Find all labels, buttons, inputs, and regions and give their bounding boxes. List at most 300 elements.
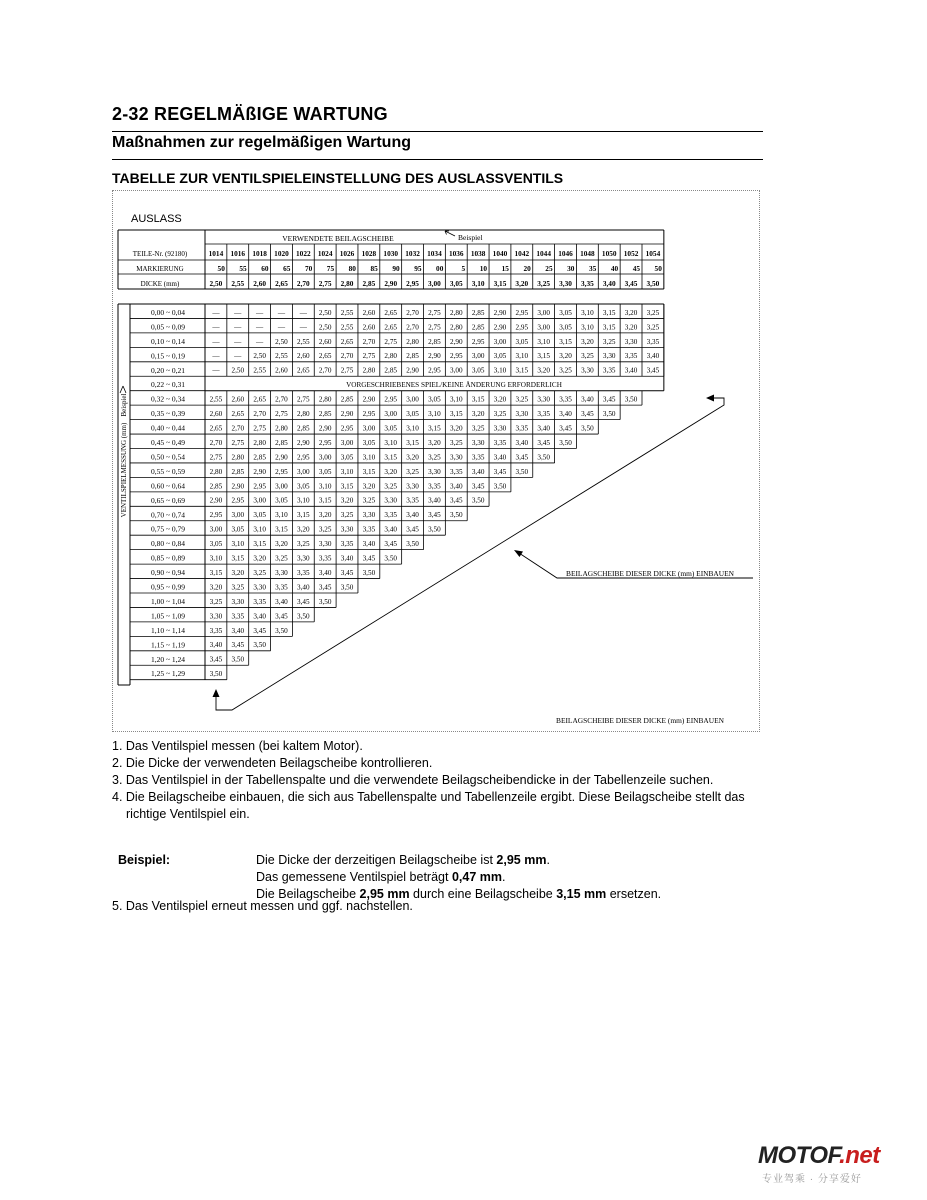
shim-cell: 3,45 [428, 511, 441, 520]
shim-cell: 2,95 [275, 467, 288, 476]
shim-cell: 3,05 [231, 525, 245, 534]
clearance-cell: 1,20 ~ 1,24 [150, 654, 186, 664]
section-heading: TABELLE ZUR VENTILSPIELEINSTELLUNG DES AUSLASSVENTILS [112, 170, 564, 186]
shim-cell: 2,60 [275, 366, 288, 375]
shim-cell: 3,30 [340, 525, 354, 534]
page-title: 2-32 REGELMÄßIGE WARTUNG [112, 104, 388, 124]
shim-cell: 3,25 [209, 597, 223, 606]
shim-cell: 3,40 [515, 438, 529, 447]
shim-cell: 2,60 [362, 308, 376, 317]
clearance-cell: 0,35 ~ 0,39 [150, 409, 186, 419]
shim-cell: 3,30 [624, 337, 638, 346]
shim-cell: 2,55 [209, 395, 223, 404]
shim-cell: 2,50 [275, 337, 288, 346]
shim-cell: 2,90 [406, 366, 419, 375]
shim-cell: 2,70 [362, 337, 376, 346]
shim-cell: — [256, 308, 264, 317]
shim-cell: 3,15 [428, 424, 441, 433]
shim-cell: 3,20 [362, 482, 376, 491]
shim-cell: 2,80 [231, 453, 245, 462]
shim-cell: 2,95 [297, 453, 310, 462]
shim-cell: 3,15 [602, 323, 616, 332]
thickness-cell: 2,50 [209, 279, 223, 288]
shim-cell: 3,40 [581, 395, 594, 404]
shim-cell: 2,85 [297, 424, 310, 433]
shim-cell: 3,50 [581, 424, 594, 433]
shim-cell: 3,40 [406, 511, 419, 520]
shim-cell: 2,55 [340, 323, 354, 332]
part-number-cell: 1046 [558, 249, 573, 258]
thickness-cell: 2,95 [406, 279, 419, 288]
shim-cell: 2,65 [231, 410, 245, 418]
shim-cell: 2,50 [318, 308, 332, 317]
shim-cell: 3,50 [559, 438, 572, 447]
shim-cell: 3,05 [209, 540, 223, 549]
shim-cell: 2,75 [297, 395, 310, 404]
shim-cell: 3,45 [406, 525, 419, 534]
shim-cell: 3,05 [559, 308, 572, 317]
shim-cell: 3,05 [340, 453, 354, 462]
shim-cell: 3,45 [537, 438, 550, 447]
thickness-cell: 2,85 [362, 279, 376, 288]
shim-cell: 3,25 [297, 540, 310, 549]
shim-cell: 2,85 [318, 410, 332, 418]
shim-cell: 2,90 [275, 453, 288, 462]
shim-cell: 3,25 [449, 438, 463, 447]
shim-cell: 3,20 [275, 540, 288, 549]
title-rule [112, 131, 763, 132]
part-number-cell: 1018 [252, 249, 267, 258]
shim-cell: 3,45 [209, 655, 223, 664]
shim-cell: 2,75 [428, 323, 441, 332]
shim-cell: 3,15 [340, 482, 354, 491]
thickness-cell: 3,05 [449, 279, 463, 288]
shim-cell: 3,10 [406, 424, 419, 433]
shim-cell: — [299, 308, 307, 317]
shim-cell: 3,50 [275, 626, 288, 635]
shim-cell: 3,45 [384, 540, 398, 549]
clearance-cell: 1,05 ~ 1,09 [150, 611, 186, 621]
shim-cell: 3,20 [231, 568, 245, 577]
shim-cell: — [212, 352, 220, 361]
shim-cell: 2,95 [253, 482, 266, 491]
install-note-lower: BEILAGSCHEIBE DIESER DICKE (mm) EINBAUEN [556, 716, 724, 725]
marking-cell: 75 [326, 264, 335, 273]
shim-cell: 3,45 [646, 366, 660, 375]
shim-cell: 2,60 [297, 352, 310, 361]
shim-cell: 3,30 [515, 410, 529, 418]
shim-cell: 3,30 [253, 583, 266, 592]
shim-cell: — [256, 337, 264, 346]
shim-cell: 3,45 [449, 496, 463, 505]
shim-cell: 3,40 [231, 626, 245, 635]
shim-cell: 3,05 [318, 467, 332, 476]
clearance-cell: 0,05 ~ 0,09 [150, 322, 186, 332]
shim-cell: 3,45 [297, 597, 310, 606]
shim-cell: — [234, 352, 242, 361]
shim-cell: 3,25 [362, 496, 376, 505]
thickness-cell: 3,20 [515, 279, 529, 288]
shim-cell: — [212, 366, 220, 375]
shim-cell: 3,45 [471, 482, 485, 491]
shim-cell: 3,00 [384, 410, 398, 418]
shim-cell: 3,30 [471, 438, 485, 447]
shim-cell: 3,25 [471, 424, 485, 433]
shim-cell: 2,85 [384, 366, 398, 375]
shim-cell: 2,75 [209, 453, 223, 462]
shim-cell: 3,20 [253, 554, 266, 563]
shim-cell: 3,50 [602, 410, 616, 418]
shim-cell: 3,50 [406, 540, 419, 549]
shim-cell: 3,25 [493, 410, 507, 418]
shim-cell: 3,30 [209, 612, 223, 621]
shim-cell: 3,30 [581, 366, 594, 375]
shim-cell: 3,40 [297, 583, 310, 592]
shim-cell: 3,45 [515, 453, 529, 462]
shim-cell: 3,35 [515, 424, 529, 433]
shim-cell: 2,65 [384, 323, 398, 332]
subtitle-rule [112, 159, 763, 160]
shim-cell: 3,05 [471, 366, 485, 375]
shim-cell: 3,25 [428, 453, 441, 462]
shim-cell: 3,50 [297, 612, 310, 621]
shim-cell: 2,95 [449, 352, 463, 361]
thickness-cell: 2,60 [253, 279, 267, 288]
shim-cell: 3,35 [275, 583, 288, 592]
shim-cell: 3,10 [537, 337, 550, 346]
shim-cell: 3,25 [318, 525, 332, 534]
shim-cell: 2,85 [209, 482, 223, 491]
shim-cell: 3,20 [624, 308, 638, 317]
shim-cell: 2,85 [428, 337, 441, 346]
part-number-cell: 1032 [405, 249, 420, 258]
thickness-cell: 2,90 [384, 279, 398, 288]
side-label: VENTILSPIELMESSUNG (mm) [120, 422, 128, 518]
shim-cell: 3,00 [449, 366, 463, 375]
shim-cell: 3,10 [449, 395, 463, 404]
thickness-cell: 3,10 [471, 279, 485, 288]
thickness-cell: 2,65 [275, 279, 288, 288]
shim-cell: 3,25 [646, 323, 660, 332]
example-label: Beispiel: [118, 853, 171, 867]
marking-cell: 95 [414, 264, 422, 273]
shim-cell: 3,20 [493, 395, 507, 404]
marking-cell: 20 [523, 264, 531, 273]
shim-cell: 2,50 [318, 323, 332, 332]
shim-cell: 2,85 [471, 308, 485, 317]
shim-cell: 3,40 [493, 453, 507, 462]
shim-cell: 2,50 [231, 366, 245, 375]
thickness-cell: 2,55 [231, 279, 245, 288]
clearance-cell: 0,90 ~ 0,94 [150, 568, 186, 578]
shim-cell: 3,50 [493, 482, 507, 491]
shim-cell: 2,70 [318, 366, 332, 375]
shim-cell: 3,35 [602, 366, 616, 375]
shim-cell: 2,80 [253, 438, 266, 447]
clearance-cell: 1,25 ~ 1,29 [150, 669, 186, 679]
shim-cell: 3,15 [559, 337, 572, 346]
shim-cell: 3,15 [318, 496, 332, 505]
shim-cell: 2,90 [253, 467, 266, 476]
shim-cell: 3,20 [297, 525, 310, 534]
shim-cell: 2,55 [297, 337, 310, 346]
shim-cell: 3,25 [406, 467, 419, 476]
shim-cell: 2,60 [318, 337, 332, 346]
clearance-cell: 0,50 ~ 0,54 [150, 452, 186, 462]
shim-cell: 3,05 [406, 410, 419, 418]
shim-cell: 2,70 [406, 323, 419, 332]
shim-cell: — [234, 308, 242, 317]
shim-cell: — [256, 323, 264, 332]
step-3: 3. Das Ventilspiel in der Tabellenspalte und die verwendete Beilagscheibendicke in der Tabellenzeile suchen. [112, 773, 714, 787]
shim-cell: 3,20 [406, 453, 419, 462]
clearance-cell: 0,45 ~ 0,49 [150, 438, 186, 447]
shim-cell: 2,90 [428, 352, 441, 361]
shim-cell: 3,10 [581, 323, 594, 332]
shim-cell: 3,10 [318, 482, 332, 491]
clearance-cell: 0,60 ~ 0,64 [150, 481, 186, 491]
shim-cell: 2,70 [231, 424, 245, 433]
shim-cell: 3,40 [449, 482, 463, 491]
thickness-cell: 3,00 [428, 279, 441, 288]
shim-cell: 3,35 [318, 554, 332, 563]
shim-cell: 3,40 [646, 352, 660, 361]
shim-cell: 3,15 [602, 308, 616, 317]
shim-cell: 3,40 [384, 525, 398, 534]
shim-cell: 3,50 [318, 597, 332, 606]
watermark-subtitle: 专业驾乘 · 分享爱好 [762, 1174, 862, 1185]
shim-cell: 2,75 [231, 438, 245, 447]
shim-cell: 3,35 [384, 511, 398, 520]
shim-cell: 3,25 [253, 568, 266, 577]
shim-cell: 3,50 [231, 655, 245, 664]
shim-cell: 2,90 [318, 424, 332, 433]
shim-cell: 3,15 [209, 568, 223, 577]
shim-cell: 3,30 [428, 467, 441, 476]
shim-cell: 3,35 [449, 467, 463, 476]
shim-cell: 3,35 [646, 337, 660, 346]
shim-cell: 3,05 [428, 395, 441, 404]
shim-cell: 3,25 [602, 337, 616, 346]
shim-cell: 3,50 [537, 453, 550, 462]
shim-cell: 2,65 [209, 424, 223, 433]
shim-cell: 3,25 [581, 352, 594, 361]
shim-cell: — [299, 323, 307, 332]
clearance-cell: 0,20 ~ 0,21 [150, 365, 186, 375]
example-text [256, 852, 661, 903]
instruction-list [112, 738, 764, 823]
shim-cell: 3,00 [253, 496, 266, 505]
watermark-logo: MOTOF.net [758, 1142, 880, 1169]
shim-cell: 3,35 [253, 597, 266, 606]
part-number-cell: 1020 [274, 249, 289, 258]
shim-cell: 2,95 [515, 308, 529, 317]
shim-cell: 3,10 [231, 540, 245, 549]
figure-label: AUSLASS [131, 213, 182, 225]
shim-cell: 3,50 [209, 670, 223, 679]
shim-cell: 2,85 [275, 438, 288, 447]
shim-cell: 2,70 [275, 395, 288, 404]
shim-cell: 3,20 [624, 323, 638, 332]
shim-cell: 3,05 [493, 352, 507, 361]
shim-cell: 2,75 [428, 308, 441, 317]
marking-cell: 80 [348, 264, 356, 273]
shim-cell: 2,80 [449, 323, 463, 332]
shim-cell: 3,25 [384, 482, 398, 491]
part-number-cell: 1054 [645, 249, 661, 258]
shim-cell: 2,90 [493, 308, 507, 317]
clearance-cell: 0,15 ~ 0,19 [150, 351, 186, 361]
shim-cell: 3,50 [362, 568, 376, 577]
example-line-3: Die Beilagscheibe 2,95 mm durch eine Beilagscheibe 3,15 mm ersetzen. [256, 887, 662, 901]
shim-cell: 3,05 [384, 424, 398, 433]
thickness-cell: 2,80 [340, 279, 354, 288]
side-beispiel: Beispiel [120, 393, 128, 417]
shim-cell: 3,00 [275, 482, 288, 491]
marking-cell: 40 [610, 264, 619, 273]
part-number-cell: 1050 [601, 249, 617, 258]
shim-cell: — [212, 323, 220, 332]
shim-cell: 2,85 [406, 352, 419, 361]
shim-cell: 3,35 [428, 482, 441, 491]
shim-cell: 2,80 [209, 467, 223, 476]
shim-cell: 2,95 [209, 511, 223, 520]
shim-cell: 2,90 [231, 482, 245, 491]
shim-cell: 3,20 [209, 583, 223, 592]
step-4: 4. Die Beilagscheibe einbauen, die sich aus Tabellenspalte und Tabellenzeile ergibt. Diese Beilagscheibe stellt das richtige Ventilspiel ein. [112, 790, 745, 821]
shim-cell: 2,80 [384, 352, 398, 361]
shim-cell: 3,25 [340, 511, 354, 520]
marking-cell: 70 [304, 264, 313, 273]
shim-cell: 3,40 [209, 641, 223, 650]
shim-cell: 2,75 [275, 410, 288, 418]
marking-cell: 60 [261, 264, 269, 273]
shim-cell: 2,65 [340, 337, 354, 346]
shim-cell: 3,40 [318, 568, 332, 577]
shim-cell: 2,95 [340, 424, 354, 433]
shim-cell: 2,55 [340, 308, 354, 317]
shim-cell: 2,90 [340, 410, 354, 418]
thickness-cell: 3,50 [646, 279, 660, 288]
shim-cell: 2,60 [362, 323, 376, 332]
shim-cell: 2,60 [231, 395, 245, 404]
thickness-cell: 3,35 [580, 279, 594, 288]
shim-cell: 2,65 [384, 308, 398, 317]
marking-cell: 10 [479, 264, 488, 273]
shim-cell: 2,80 [297, 410, 310, 418]
shim-cell: 3,10 [493, 366, 507, 375]
part-number-cell: 1036 [448, 249, 464, 258]
shim-cell: 3,35 [231, 612, 245, 621]
shim-cell: 3,45 [340, 568, 354, 577]
shim-cell: 3,45 [231, 641, 245, 650]
clearance-cell: 0,32 ~ 0,34 [150, 394, 186, 404]
shim-cell: 3,30 [231, 597, 245, 606]
shim-cell: 3,15 [449, 410, 463, 418]
shim-cell: 3,25 [559, 366, 572, 375]
shim-cell: 3,30 [297, 554, 310, 563]
part-number-cell: 1048 [580, 249, 595, 258]
shim-cell: 2,95 [471, 337, 485, 346]
clearance-cell: 0,10 ~ 0,14 [150, 336, 186, 346]
shim-cell: 3,20 [318, 511, 332, 520]
shim-cell: 3,05 [275, 496, 288, 505]
shim-cell: 3,45 [275, 612, 288, 621]
shim-cell: 3,15 [275, 525, 288, 534]
shim-cell: 3,15 [362, 467, 376, 476]
shim-cell: 3,00 [537, 308, 550, 317]
shim-cell: 2,65 [253, 395, 266, 404]
shim-cell: 3,00 [493, 337, 507, 346]
shim-cell: 2,85 [253, 453, 266, 462]
thickness-cell: 3,40 [602, 279, 616, 288]
shim-cell: — [212, 337, 220, 346]
row-label-part: TEILE-Nr. (92180) [132, 250, 188, 258]
shim-cell: 3,35 [493, 438, 507, 447]
shim-cell: 3,15 [537, 352, 550, 361]
clearance-cell: 0,00 ~ 0,04 [150, 307, 186, 317]
shim-cell: 3,20 [537, 366, 550, 375]
shim-cell: 3,10 [275, 511, 288, 520]
shim-cell: 2,95 [384, 395, 398, 404]
shim-cell: 3,35 [537, 410, 550, 418]
shim-cell: 3,05 [515, 337, 529, 346]
figure-frame [112, 190, 760, 732]
shim-cell: 3,20 [428, 438, 441, 447]
shim-cell: 3,00 [231, 511, 245, 520]
row-label-thickness: DICKE (mm) [140, 280, 180, 288]
shim-cell: 3,40 [471, 467, 485, 476]
shim-cell: 2,75 [253, 424, 266, 433]
shim-cell: 2,70 [209, 438, 223, 447]
shim-cell: 3,15 [515, 366, 529, 375]
page-subtitle: Maßnahmen zur regelmäßigen Wartung [112, 134, 411, 151]
shim-cell: 3,35 [559, 395, 572, 404]
shim-cell: 2,70 [253, 410, 266, 418]
clearance-cell: 1,10 ~ 1,14 [150, 625, 186, 635]
step-1: 1. Das Ventilspiel messen (bei kaltem Motor). [112, 739, 363, 753]
shim-cell: 3,50 [515, 467, 529, 476]
shim-cell: 3,05 [362, 438, 376, 447]
shim-cell: 3,50 [449, 511, 463, 520]
marking-cell: 25 [545, 264, 553, 273]
thickness-cell: 3,15 [493, 279, 507, 288]
shim-cell: 3,45 [318, 583, 332, 592]
shim-cell: 3,40 [537, 424, 550, 433]
shim-cell: 3,35 [406, 496, 419, 505]
shim-cell: 3,30 [537, 395, 550, 404]
shim-cell: 3,10 [515, 352, 529, 361]
shim-cell: 2,85 [231, 467, 245, 476]
marking-cell: 5 [461, 264, 466, 273]
shim-cell: 3,30 [384, 496, 398, 505]
thickness-cell: 3,45 [624, 279, 638, 288]
shim-cell: 3,25 [275, 554, 288, 563]
top-caption: VERWENDETE BEILAGSCHEIBE [282, 234, 394, 243]
part-number-cell: 1016 [230, 249, 246, 258]
part-number-cell: 1042 [514, 249, 530, 258]
marking-cell: 55 [239, 264, 247, 273]
clearance-cell: 0,70 ~ 0,74 [150, 510, 186, 520]
shim-cell: 3,00 [318, 453, 332, 462]
shim-cell: 3,00 [406, 395, 419, 404]
shim-cell: 3,20 [471, 410, 485, 418]
marking-cell: 30 [567, 264, 575, 273]
shim-cell: 3,15 [384, 453, 398, 462]
clearance-cell: 0,55 ~ 0,59 [150, 466, 186, 476]
shim-cell: 2,95 [318, 438, 332, 447]
shim-cell: 3,15 [406, 438, 419, 447]
